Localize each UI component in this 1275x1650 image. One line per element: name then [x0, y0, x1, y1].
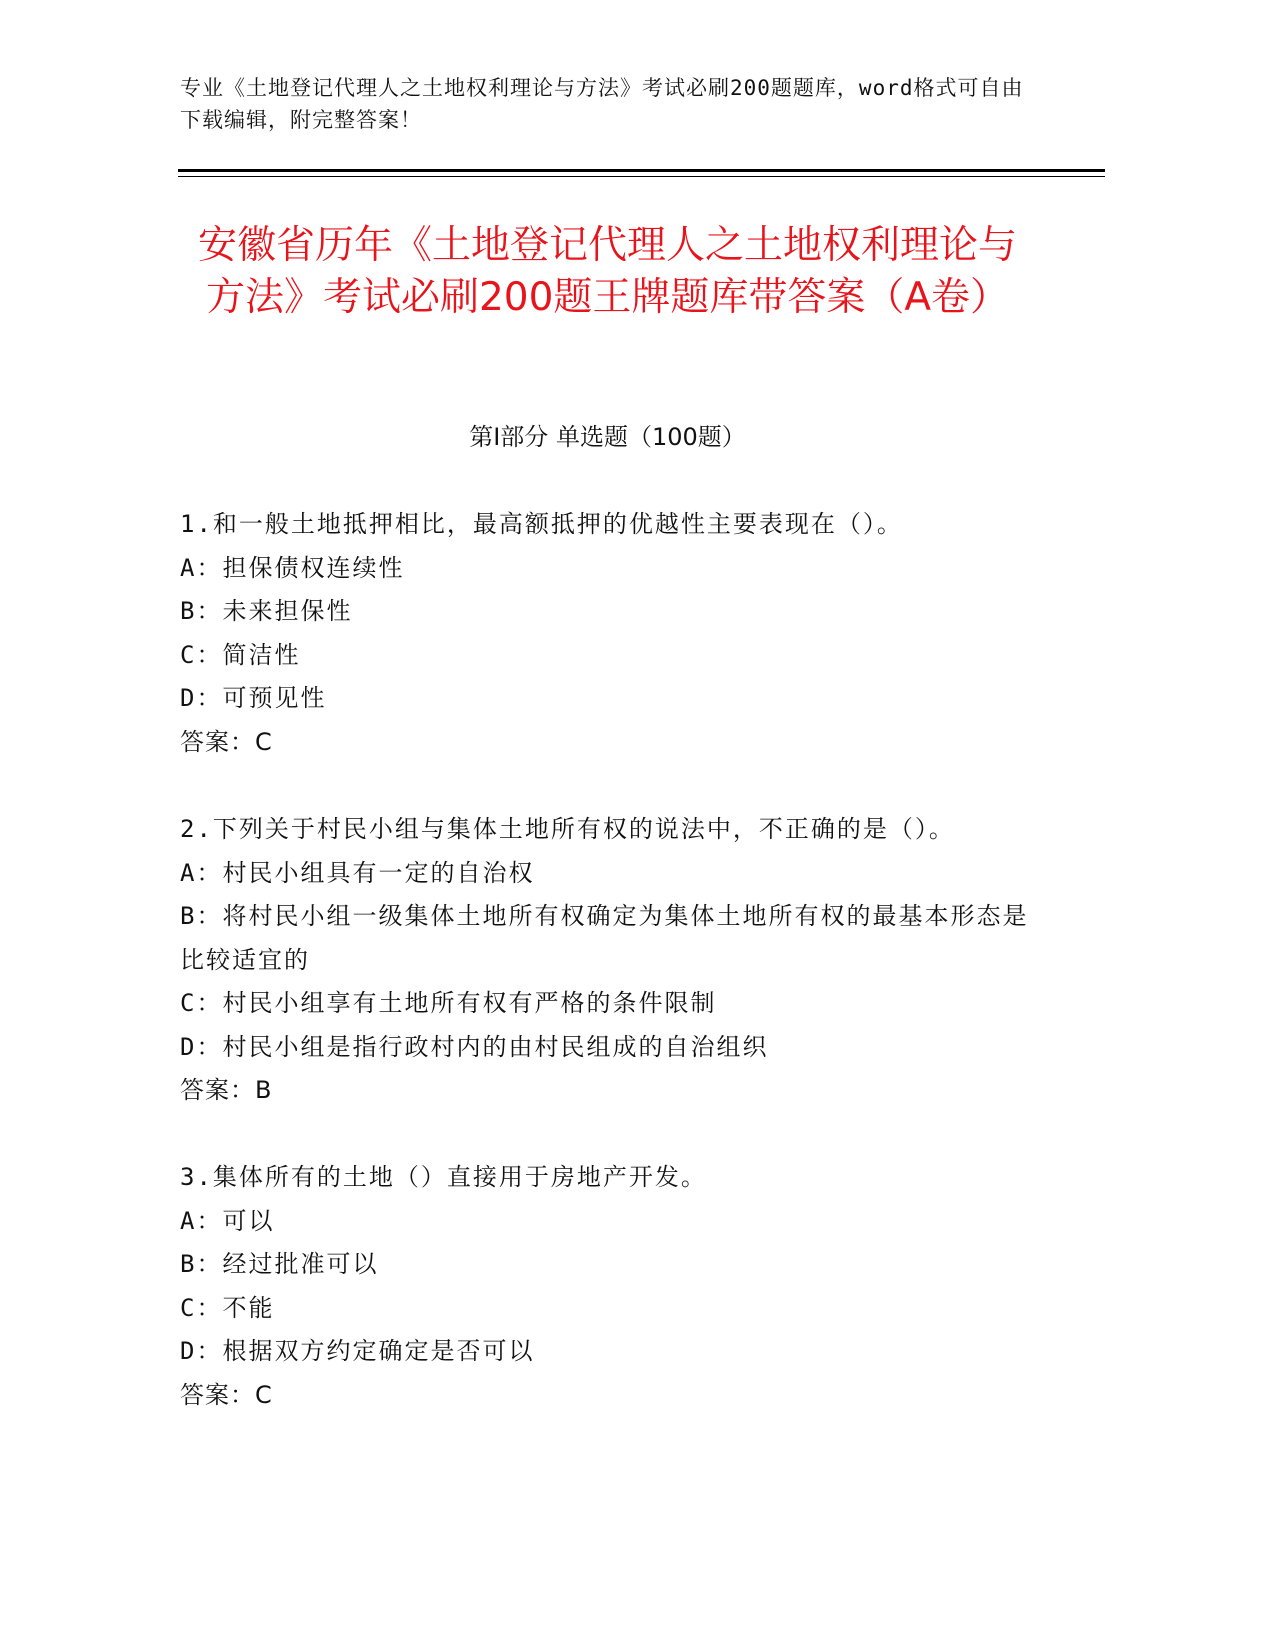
header-divider-thick [178, 169, 1105, 172]
question-1 [180, 503, 1040, 764]
option-b: B：将村民小组一级集体土地所有权确定为集体土地所有权的最基本形态是比较适宜的 [180, 902, 1029, 974]
section-heading: 第Ⅰ部分 单选题（100题） [469, 423, 746, 451]
option-c: C：简洁性 [180, 640, 301, 669]
question-3 [180, 1156, 1040, 1417]
answer: 答案：C [180, 727, 273, 756]
option-a: A：村民小组具有一定的自治权 [180, 858, 535, 887]
answer: 答案：B [180, 1076, 273, 1104]
question-stem: 2.下列关于村民小组与集体土地所有权的说法中，不正确的是（）。 [180, 815, 955, 843]
document-title: 安徽省历年《土地登记代理人之土地权利理论与方法》考试必刷200题王牌题库带答案（A卷） [197, 223, 1017, 320]
option-d: D：村民小组是指行政村内的由村民组成的自治组织 [180, 1032, 769, 1061]
option-a: A：可以 [180, 1206, 275, 1235]
question-stem: 3.集体所有的土地（）直接用于房地产开发。 [180, 1163, 707, 1191]
option-c: C：不能 [180, 1293, 275, 1322]
option-b: B：经过批准可以 [180, 1250, 379, 1278]
option-d: D：可预见性 [180, 684, 327, 712]
option-d: D：根据双方约定确定是否可以 [180, 1337, 535, 1365]
answer: 答案：C [180, 1380, 273, 1409]
header-divider-thin [178, 176, 1105, 177]
option-a: A：担保债权连续性 [180, 553, 405, 582]
question-2 [180, 808, 1040, 1113]
option-b: B：未来担保性 [180, 597, 353, 625]
option-c: C：村民小组享有土地所有权有严格的条件限制 [180, 989, 717, 1017]
header-note: 专业《土地登记代理人之土地权利理论与方法》考试必刷200题题库，word格式可自由下载编辑，附完整答案！ [180, 76, 1024, 132]
question-stem: 1.和一般土地抵押相比，最高额抵押的优越性主要表现在（）。 [180, 510, 903, 538]
